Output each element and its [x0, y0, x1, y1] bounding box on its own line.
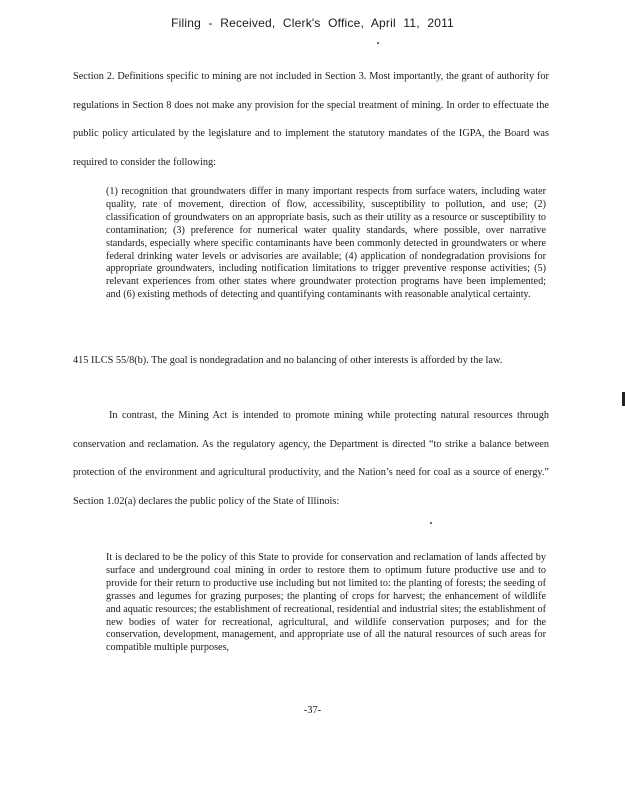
scan-speck [377, 42, 379, 44]
filing-header: Filing - Received, Clerk's Office, April 11, 2011 [171, 16, 454, 30]
body-paragraph-definitions: Section 2. Definitions specific to mining are not included in Section 3. Most importantly, the grant of authority for regulations in Section 8 does not make any provision for the special treatment of mining. In order to effectuate the public policy articulated by the legislature and to implement the statutory mandates of the IGPA, the Board was required to consider the following: [73, 71, 549, 168]
body-paragraph-mining-act: In contrast, the Mining Act is intended to promote mining while protecting natural resources through conservation and reclamation. As the regulatory agency, the Department is directed “to strike a balance between protection of the environment and agricultural productivity, and the Nation’s need for coal as a source of energy.” Section 1.02(a) declares the public policy of the State of Illinois: [73, 410, 549, 507]
block-quote-igpa-factors: (1) recognition that groundwaters differ in many important respects from surface waters, including water quality, rate of movement, direction of flow, accessibility, susceptibility to pollution, and use; (2) classification of groundwaters on an appropriate basis, such as their utility as a resource or susceptibility to contamination; (3) preference for numerical water quality standards, where possible, over narrative standards, especially where specific contaminants have been commonly detected in groundwaters or where federal drinking water levels or advisories are available; (4) application of nondegradation provisions for appropriate groundwaters, including notification limitations to trigger preventive response activities; (5) relevant experiences from other states where groundwater protection programs have been implemented; and (6) existing methods of detecting and quantifying contaminants with reasonable analytical certainty. [106, 186, 546, 301]
body-paragraph-citation: 415 ILCS 55/8(b). The goal is nondegradation and no balancing of other interests is afforded by the law. [73, 355, 503, 366]
block-quote-state-policy: It is declared to be the policy of this State to provide for conservation and reclamation of lands affected by surface and underground coal mining in order to restore them to optimum future productive use and to provide for their return to productive use including but not limited to: the planting of forests; the seeding of grasses and legumes for grazing purposes; the planting of crops for harvest; the enhancement of wildlife and aquatic resources; the establishment of recreational, residential and industrial sites; the establishment of new bodies of water for recreational, agricultural, and wildlife conservation purposes; and for the conservation, development, management, and appropriate use of all the natural resources of such areas for compatible multiple purposes, [106, 552, 546, 654]
page-number: -37- [303, 705, 322, 716]
scan-speck [430, 522, 432, 524]
